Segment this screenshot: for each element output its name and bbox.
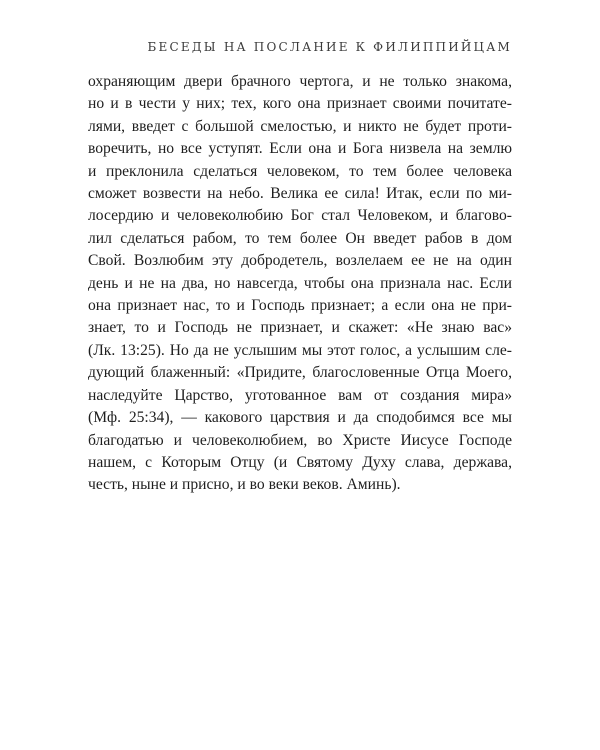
text-line: лями, введет с большой смелостью, и никто не будет проти- (88, 117, 512, 135)
text-line: благодатью и человеколюбием, во Христе Иисусе Господе (88, 431, 512, 449)
text-line: (Лк. 13:25). Но да не услышим мы этот голос, а услышим сле- (88, 341, 512, 359)
text-line: Свой. Возлюбим эту добродетель, возлелаем ее не на один (88, 252, 512, 270)
text-line: охраняющим двери брачного чертога, и не только знакома, (88, 73, 512, 90)
text-line: и преклонила сделаться человеком, то тем более человека (88, 162, 512, 180)
text-line: лил сделаться рабом, то тем более Он введет рабов в дом (88, 229, 512, 247)
running-header: БЕСЕДЫ НА ПОСЛАНИЕ К ФИЛИППИЙЦАМ (147, 40, 512, 54)
text-line: воречить, но все уступят. Если она и Бога низвела на землю (88, 140, 512, 158)
text-line: она признает нас, то и Господь признает; а если она не при- (88, 297, 512, 315)
text-line: наследуйте Царство, уготованное вам от создания мира» (88, 386, 512, 404)
text-line: но и в чести у них; тех, кого она признает своими почитате- (88, 95, 512, 113)
text-line: дующий блаженный: «Придите, благословенные Отца Моего, (88, 364, 512, 382)
text-line: сможет возвести на небо. Велика ее сила! Итак, если по ми- (88, 185, 512, 203)
text-line-last: честь, ныне и присно, и во веки веков. Аминь). (88, 476, 401, 494)
text-line: лосердию и человеколюбию Бог стал Человеком, и благово- (88, 207, 512, 225)
text-line: день и не на два, но навсегда, чтобы она признала нас. Если (88, 274, 512, 292)
text-line: (Мф. 25:34), — какового царствия и да сподобимся все мы (88, 409, 512, 427)
text-line: нашем, с Которым Отцу (и Святому Духу слава, держава, (88, 453, 512, 471)
body-text (88, 71, 512, 497)
text-line: знает, то и Господь не признает, и скажет: «Не знаю вас» (88, 319, 512, 337)
